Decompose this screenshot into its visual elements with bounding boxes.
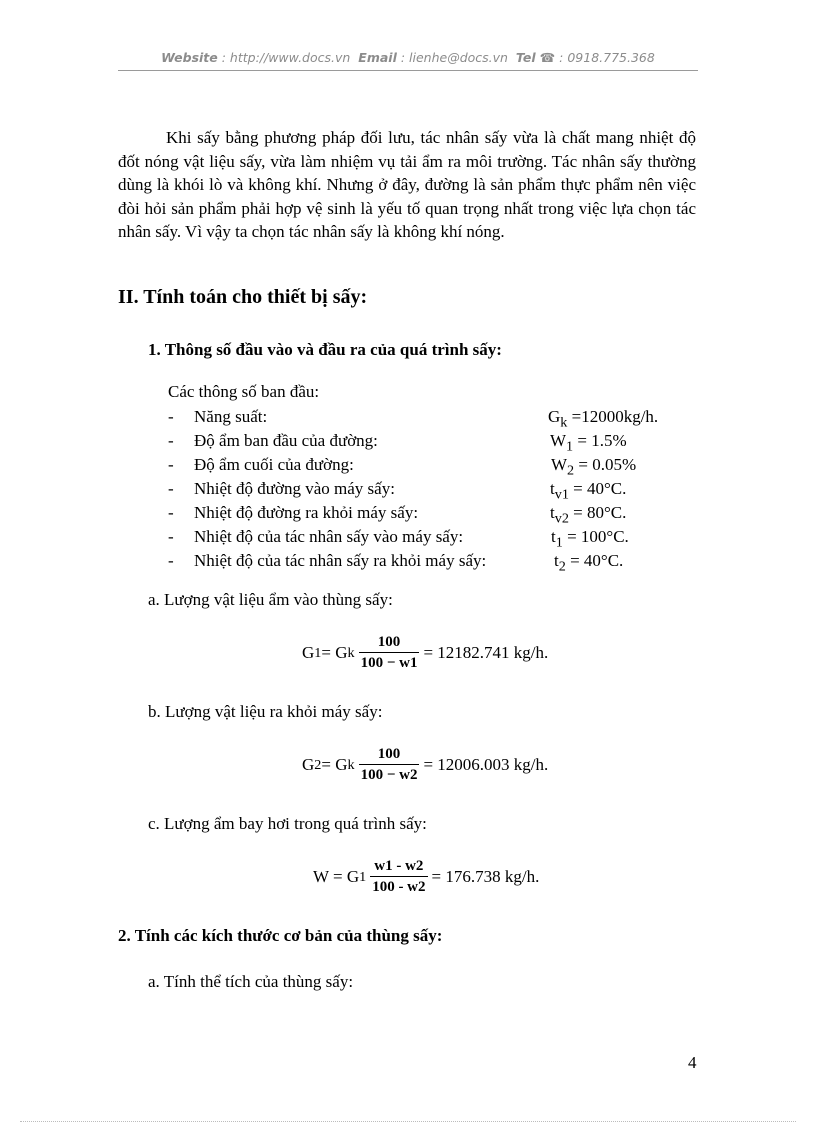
list-item xyxy=(168,525,728,549)
item-b-heading: b. Lượng vật liệu ra khỏi máy sấy: xyxy=(148,702,383,721)
website-label: Website xyxy=(161,50,218,65)
phone-icon: ☎ xyxy=(539,50,556,65)
param-label: Nhiệt độ đường ra khỏi máy sấy: xyxy=(194,503,419,522)
item-a-heading: a. Lượng vật liệu ẩm vào thùng sấy: xyxy=(148,590,393,609)
param-value: $W_1 = 1.5\%$ xyxy=(550,431,627,455)
list-item xyxy=(168,429,728,453)
param-label: Độ ẩm cuối của đường: xyxy=(194,455,354,474)
header-divider xyxy=(118,70,698,71)
section-title: II. Tính toán cho thiết bị sấy: xyxy=(118,286,368,308)
tel-value: : 0918.775.368 xyxy=(559,50,655,65)
fraction: $\frac{100}{100 - w2}$ xyxy=(360,746,418,783)
footer-divider xyxy=(20,1121,796,1122)
param-value: $t_2 = 40^\circ C$. xyxy=(554,551,624,575)
bullet-dash: - xyxy=(168,551,174,570)
email-value: : lienhe@docs.vn xyxy=(400,50,508,65)
item-c-heading: c. Lượng ẩm bay hơi trong quá trình sấy: xyxy=(148,814,427,833)
bullet-dash: - xyxy=(168,503,174,522)
param-label: Nhiệt độ của tác nhân sấy vào máy sấy: xyxy=(194,527,464,546)
item-a2-heading: a. Tính thể tích của thùng sấy: xyxy=(148,972,354,991)
subsection-title-2: 2. Tính các kích thước cơ bản của thùng sấy: xyxy=(118,926,443,945)
fraction: $\frac{w1 - w2}{100 - w2}$ xyxy=(372,858,426,895)
list-item xyxy=(168,405,728,429)
email-label: Email xyxy=(358,50,397,65)
bullet-dash: - xyxy=(168,407,174,426)
params-list xyxy=(168,405,728,573)
bullet-dash: - xyxy=(168,455,174,474)
param-label: Độ ẩm ban đầu của đường: xyxy=(194,431,378,450)
param-label: Năng suất: xyxy=(194,407,268,426)
bullet-dash: - xyxy=(168,527,174,546)
intro-paragraph: Khi sấy bằng phương pháp đối lưu, tác nhân sấy vừa là chất mang nhiệt độ đốt nóng vật liệu sấy, vừa làm nhiệm vụ tải ẩm ra môi trường. Tác nhân sấy thường dùng là khói lò và không khí. Nhưng ở đây, đường là sản phẩm thực phẩm nên việc đòi hỏi sản phẩm phải hợp vệ sinh là yếu tố quan trọng nhất trong việc lựa chọn tác nhân sấy. Vì vậy ta chọn tác nhân sấy là không khí nóng. xyxy=(118,128,696,241)
param-value: $W_2 = 0.05\%$ xyxy=(551,455,637,479)
list-item xyxy=(168,501,728,525)
tel-label: Tel xyxy=(515,50,536,65)
bullet-dash: - xyxy=(168,431,174,450)
equation-w: W = G 1 $\frac{w1 - w2}{100 - w2}$ = 176.738 kg/h. xyxy=(313,858,540,895)
subsection-title-1: 1. Thông số đầu vào và đầu ra của quá trình sấy: xyxy=(148,340,502,359)
param-label: Nhiệt độ của tác nhân sấy ra khỏi máy sấy: xyxy=(194,551,487,570)
page-number: 4 xyxy=(688,1053,697,1072)
equation-g1: G 1 = G k $\frac{100}{100 - w1}$ = 12182.741 kg/h. xyxy=(302,634,549,671)
list-item xyxy=(168,477,728,501)
params-intro: Các thông số ban đầu: xyxy=(168,382,320,401)
param-value: $t_{v2} = 80^\circ C$. xyxy=(550,503,627,527)
param-label: Nhiệt độ đường vào máy sấy: xyxy=(194,479,395,498)
param-value: $t_{v1} = 40^\circ C$. xyxy=(550,479,627,503)
list-item xyxy=(168,549,728,573)
fraction: $\frac{100}{100 - w1}$ xyxy=(360,634,418,671)
param-value: $t_1 = 100^\circ C$. xyxy=(551,527,629,551)
bullet-dash: - xyxy=(168,479,174,498)
page-header xyxy=(118,50,698,65)
list-item xyxy=(168,453,728,477)
website-value: : http://www.docs.vn xyxy=(221,50,351,65)
equation-g2: G 2 = G k $\frac{100}{100 - w2}$ = 12006.003 kg/h. xyxy=(302,746,549,783)
param-value: $G_k =12000kg/h$. xyxy=(548,407,659,431)
